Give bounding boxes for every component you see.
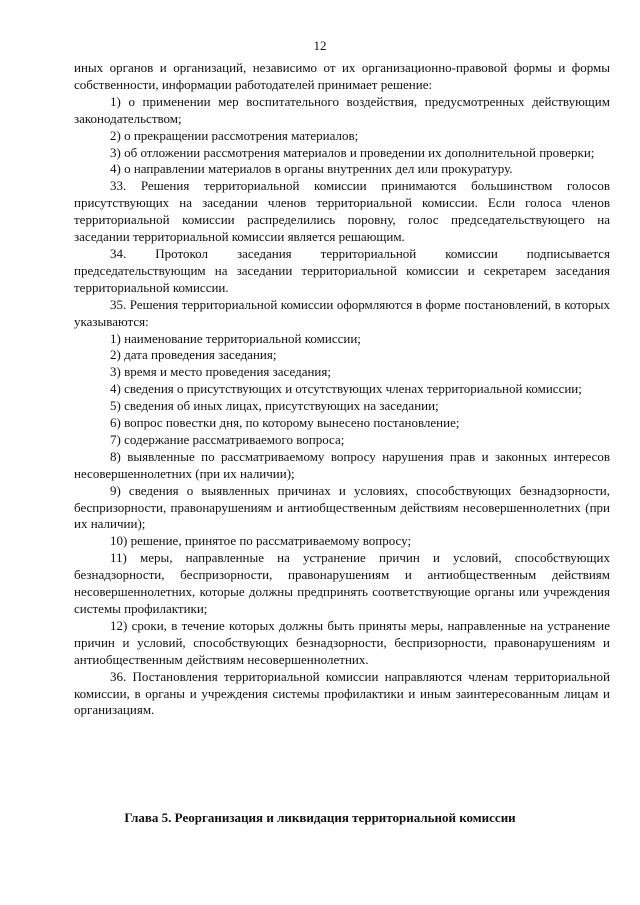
paragraph: 4) сведения о присутствующих и отсутствующих членах территориальной комиссии; — [110, 381, 582, 397]
paragraph: 6) вопрос повестки дня, по которому вынесено постановление; — [110, 415, 460, 431]
paragraph: 34. Протокол заседания территориальной комиссии подписывается председательствующим на заседании территориальной комиссии и секретарем заседания территориальной комиссии. — [74, 245, 610, 295]
chapter-heading: Глава 5. Реорганизация и ликвидация территориальной комиссии — [124, 810, 516, 825]
paragraph: иных органов и организаций, независимо от их организационно-правовой формы и формы собственности, информации работодателей принимает решение: — [74, 60, 610, 92]
paragraph: 8) выявленные по рассматриваемому вопросу нарушения прав и законных интересов несовершеннолетних (при их наличии); — [74, 448, 610, 481]
paragraph: 9) сведения о выявленных причинах и условиях, способствующих безнадзорности, беспризорности, правонарушениям и антиобщественным действиям несовершеннолетних (при их наличии); — [74, 482, 610, 532]
paragraph: 1) о применении мер воспитательного воздействия, предусмотренных действующим законодательством; — [74, 93, 610, 126]
paragraph: 10) решение, принятое по рассматриваемому вопросу; — [110, 533, 412, 549]
paragraph: 3) время и место проведения заседания; — [110, 364, 331, 380]
paragraph: 11) меры, направленные на устранение причин и условий, способствующих безнадзорности, беспризорности, правонарушениям и антиобщественным действиям несовершеннолетних, которые должны предпринять соответствующие органы или учреждения системы профилактики; — [74, 550, 610, 616]
paragraph: 12) сроки, в течение которых должны быть приняты меры, направленные на устранение причин и условий, способствующих безнадзорности, беспризорности, правонарушениям и антиобщественным действиям несовершеннолетних. — [74, 617, 610, 667]
paragraph: 36. Постановления территориальной комиссии направляются членам территориальной комиссии, в органы и учреждения системы профилактики и иным заинтересованным лицам и организациям. — [74, 668, 610, 718]
paragraph: 4) о направлении материалов в органы внутренних дел или прокуратуру. — [110, 161, 513, 177]
paragraph: 3) об отложении рассмотрения материалов и проведении их дополнительной проверки; — [110, 144, 595, 160]
paragraph: 35. Решения территориальной комиссии оформляются в форме постановлений, в которых указываются: — [74, 296, 610, 329]
paragraph: 1) наименование территориальной комиссии; — [110, 330, 361, 346]
paragraph: 2) дата проведения заседания; — [110, 347, 277, 363]
paragraph: 5) сведения об иных лицах, присутствующих на заседании; — [110, 398, 439, 414]
page-number: 12 — [313, 38, 327, 53]
paragraph: 7) содержание рассматриваемого вопроса; — [110, 431, 345, 447]
paragraph: 33. Решения территориальной комиссии принимаются большинством голосов присутствующих на заседании членов территориальной комиссии. Если голоса членов территориальной комиссии распределились поровну, голос председательствующего на заседании территориальной комиссии является решающим. — [74, 178, 610, 245]
document-body — [74, 60, 610, 719]
paragraph: 2) о прекращении рассмотрения материалов; — [110, 127, 359, 143]
